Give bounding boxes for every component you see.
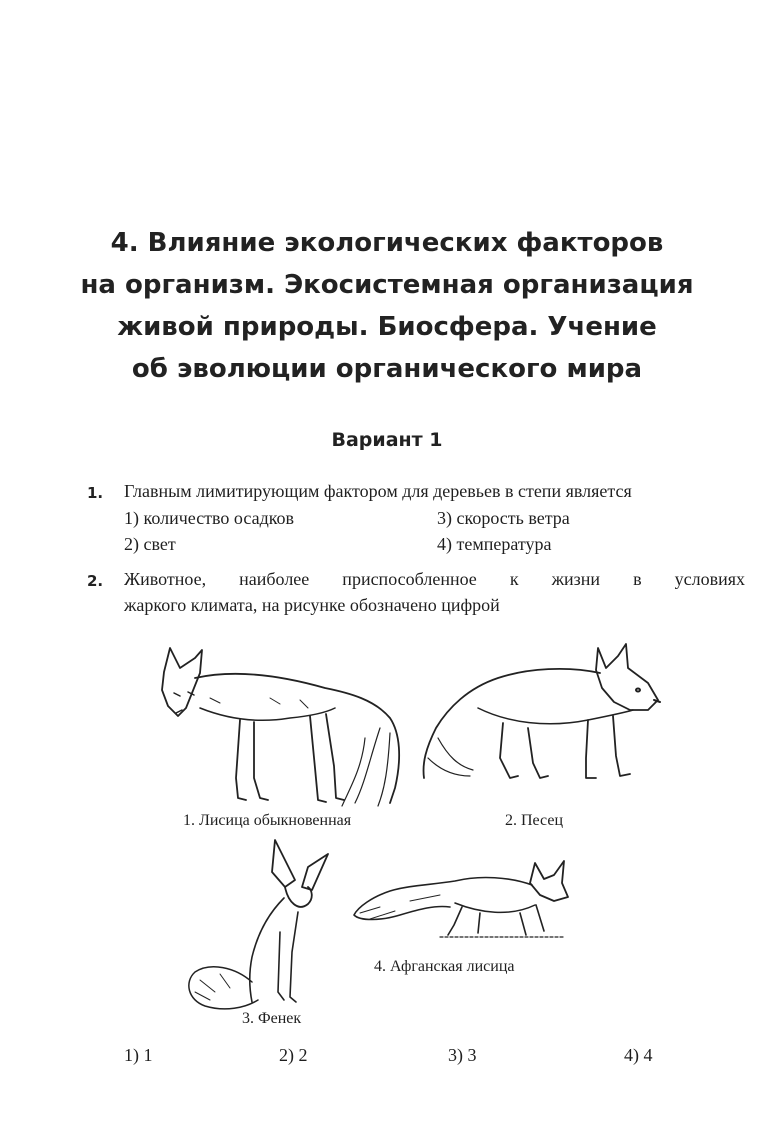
afghan-fox-drawing-icon <box>350 855 575 945</box>
question-2-answer-3: 3) 3 <box>448 1045 477 1065</box>
heading-line-1: 4. Влияние экологических факторов <box>110 228 664 258</box>
question-1-option-3: 3) скорость ветра <box>437 508 570 528</box>
question-1-text: Главным лимитирующим фактором для деревьев в степи является <box>124 481 632 501</box>
question-2-answer-4: 4) 4 <box>624 1045 653 1065</box>
caption-red-fox: 1. Лисица обыкновенная <box>183 812 352 829</box>
variant-title: Вариант 1 <box>331 429 443 451</box>
caption-arctic-fox: 2. Песец <box>505 812 564 829</box>
chapter-heading <box>60 222 714 390</box>
heading-line-4: об эволюции органического мира <box>131 354 643 384</box>
question-2-text-line-2: жаркого климата, на рисунке обозначено цифрой <box>124 595 500 615</box>
question-1-option-4: 4) температура <box>437 534 552 554</box>
question-2-answer-1: 1) 1 <box>124 1045 153 1065</box>
question-1-option-2: 2) свет <box>124 534 176 554</box>
heading-line-3: живой природы. Биосфера. Учение <box>117 312 657 342</box>
red-fox-drawing-icon <box>150 638 415 813</box>
heading-line-2: на организм. Экосистемная организация <box>80 270 694 300</box>
question-2-number: 2. <box>87 572 104 590</box>
arctic-fox-drawing-icon <box>418 638 668 788</box>
fennec-drawing-icon <box>180 832 340 1017</box>
caption-afghan-fox: 4. Афганская лисица <box>374 958 515 975</box>
question-2-text-line-1: Животное, наиболее приспособленное к жизни в условиях <box>124 569 745 589</box>
question-1-number: 1. <box>87 484 104 502</box>
question-1-option-1: 1) количество осадков <box>124 508 295 528</box>
caption-fennec: 3. Фенек <box>242 1010 302 1027</box>
question-2-answer-2: 2) 2 <box>279 1045 308 1065</box>
